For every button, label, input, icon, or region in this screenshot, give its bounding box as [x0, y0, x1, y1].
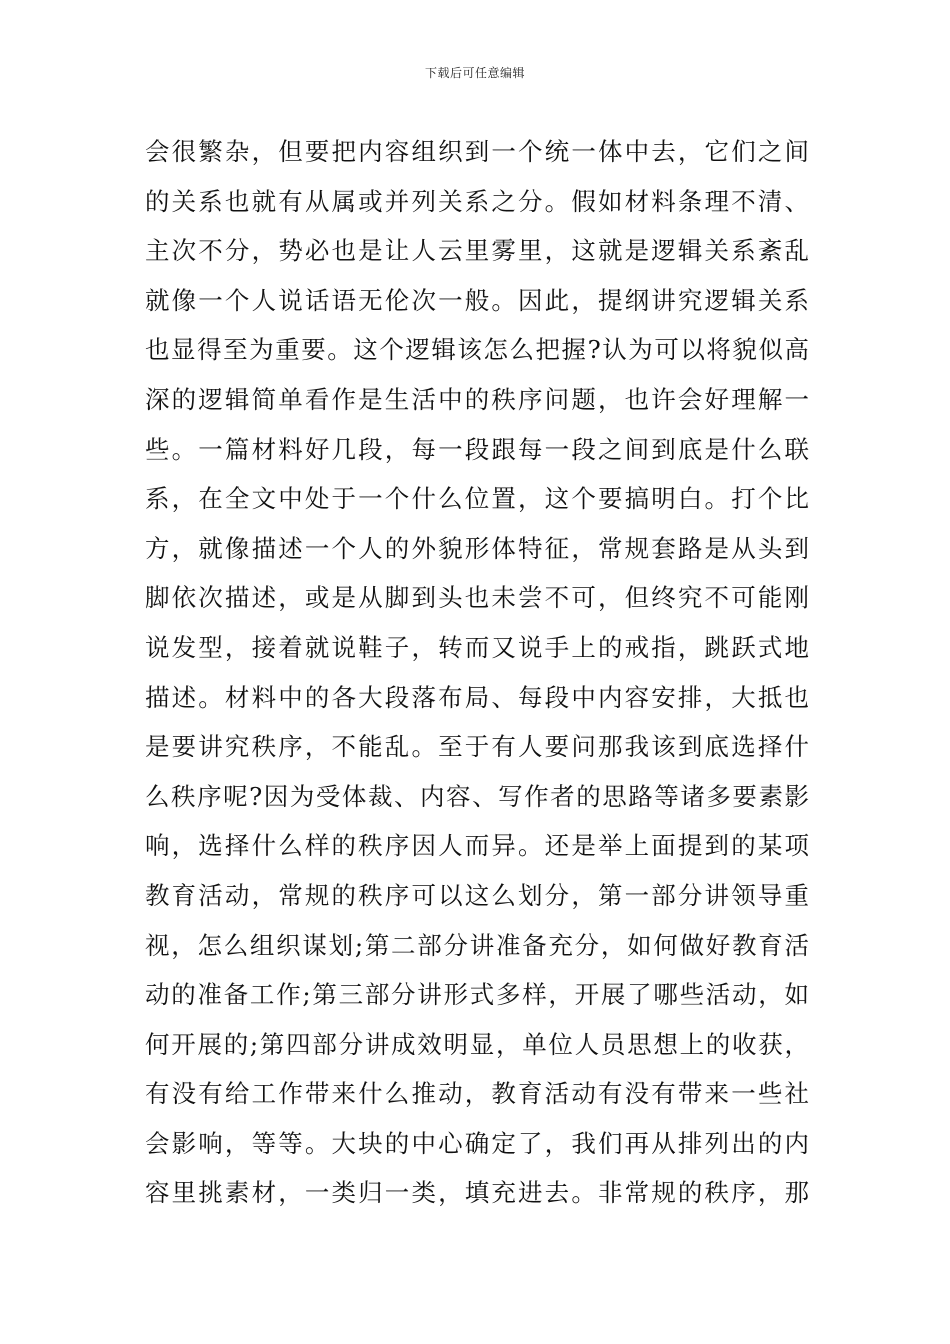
- text-line: 就像一个人说话语无伦次一般。因此，提纲讲究逻辑关系: [145, 285, 809, 315]
- text-line: 脚依次描述，或是从脚到头也未尝不可，但终究不可能刚: [145, 583, 809, 613]
- text-line: 动的准备工作;第三部分讲形式多样，开展了哪些活动，如: [145, 980, 809, 1010]
- body-text: [145, 127, 809, 1218]
- text-line: 些。一篇材料好几段，每一段跟每一段之间到底是什么联: [145, 434, 809, 464]
- text-line: 会很繁杂，但要把内容组织到一个统一体中去，它们之间: [145, 137, 809, 166]
- text-line: 容里挑素材，一类归一类，填充进去。非常规的秩序，那: [145, 1178, 809, 1208]
- text-line: 视，怎么组织谋划;第二部分讲准备充分，如何做好教育活: [145, 930, 809, 960]
- text-line: 何开展的;第四部分讲成效明显，单位人员思想上的收获，: [145, 1029, 809, 1059]
- text-line: 教育活动，常规的秩序可以这么划分，第一部分讲领导重: [145, 880, 809, 910]
- text-line: 系，在全文中处于一个什么位置，这个要搞明白。打个比: [145, 484, 809, 514]
- text-line: 会影响，等等。大块的中心确定了，我们再从排列出的内: [145, 1128, 809, 1158]
- page-header: 下载后可任意编辑: [424, 66, 525, 80]
- text-line: 是要讲究秩序，不能乱。至于有人要问那我该到底选择什: [145, 732, 809, 762]
- text-line: 深的逻辑简单看作是生活中的秩序问题，也许会好理解一: [145, 384, 809, 414]
- text-line: 方，就像描述一个人的外貌形体特征，常规套路是从头到: [145, 533, 809, 563]
- text-line: 描述。材料中的各大段落布局、每段中内容安排，大抵也: [145, 682, 809, 712]
- text-line: 主次不分，势必也是让人云里雾里，这就是逻辑关系紊乱: [145, 236, 809, 266]
- text-line: 说发型，接着就说鞋子，转而又说手上的戒指，跳跃式地: [145, 632, 809, 662]
- text-line: 的关系也就有从属或并列关系之分。假如材料条理不清、: [145, 186, 809, 216]
- text-line: 有没有给工作带来什么推动，教育活动有没有带来一些社: [145, 1079, 809, 1109]
- text-line: 响，选择什么样的秩序因人而异。还是举上面提到的某项: [145, 831, 809, 861]
- text-line: 也显得至为重要。这个逻辑该怎么把握?认为可以将貌似高: [145, 335, 809, 365]
- text-line: 么秩序呢?因为受体裁、内容、写作者的思路等诸多要素影: [145, 781, 809, 811]
